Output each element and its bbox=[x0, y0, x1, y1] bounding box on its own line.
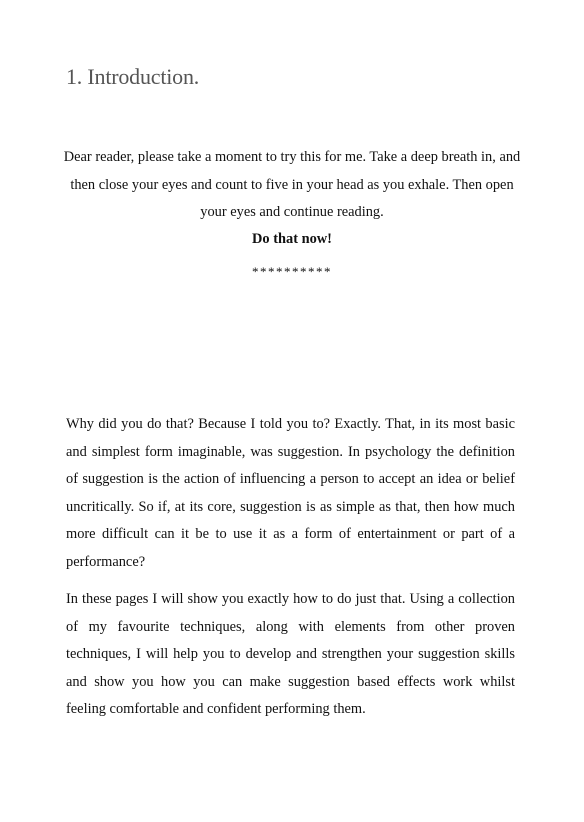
section-separator: ********** bbox=[252, 264, 332, 279]
intro-instruction: Dear reader, please take a moment to try this for me. Take a deep breath in, and then close your eyes and count to five in your head as you exhale. Then open your eyes and continue reading. bbox=[63, 149, 521, 220]
body-paragraph-1: Why did you do that? Because I told you to? Exactly. That, in its most basic and simplest form imaginable, was suggestion. In psychology the definition of suggestion is the action of influencing a person to accept an idea or belief uncritically. So if, at its core, suggestion is as simple as that, then how much more difficult can it be to use it as a form of entertainment or part of a performance? bbox=[66, 416, 515, 570]
body-paragraph-2: In these pages I will show you exactly how to do just that. Using a collection of my favourite techniques, along with elements from other proven techniques, I will help you to develop and strengthen your suggestion skills and show you how you can make suggestion based effects work whilst feeling comfortable and confident performing them. bbox=[66, 591, 515, 718]
chapter-heading: 1. Introduction. bbox=[66, 64, 200, 89]
intro-emphasis: Do that now! bbox=[252, 231, 332, 247]
